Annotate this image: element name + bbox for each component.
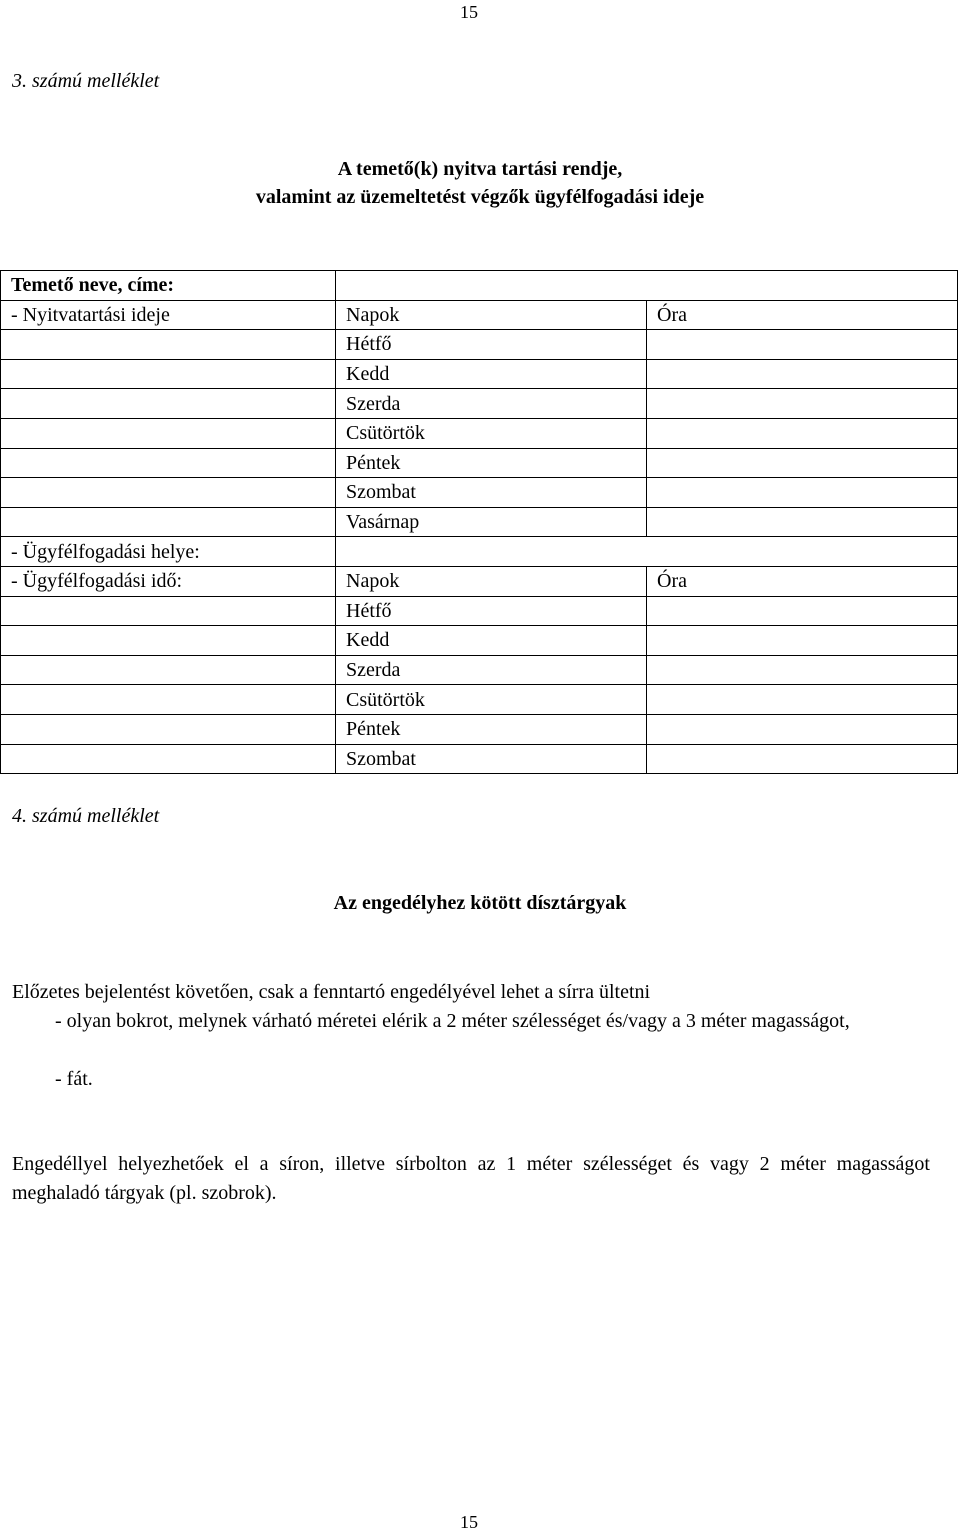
table-cell-label: - Nyitvatartási ideje: [1, 300, 336, 330]
table-cell-label: [1, 418, 336, 448]
table-cell-day: Péntek: [336, 448, 647, 478]
table-cell-label: [1, 744, 336, 774]
table-row: [1, 389, 958, 419]
table-cell-hour: [647, 359, 958, 389]
table-cell-day: Vasárnap: [336, 507, 647, 537]
table-cell-day: Szerda: [336, 655, 647, 685]
table-cell-hour: [647, 448, 958, 478]
table-cell-day: Kedd: [336, 359, 647, 389]
table-cell-hour: [647, 626, 958, 656]
table-cell-day: Napok: [336, 566, 647, 596]
table-cell-label: [1, 330, 336, 360]
objects-paragraph: Engedéllyel helyezhetőek el a síron, illetve sírbolton az 1 méter szélességet és vagy 2 méter magasságot meghaladó tárgyak (pl. szobrok).: [12, 1153, 930, 1204]
table-row: [1, 330, 958, 360]
annex-3-title-line1: A temető(k) nyitva tartási rendje,: [337, 158, 623, 180]
page-number-top: 15: [460, 2, 478, 22]
table-row: [1, 655, 958, 685]
table-cell-label: [1, 359, 336, 389]
annex-4-label: 4. számú melléklet: [12, 805, 160, 827]
table-cell-label: [1, 478, 336, 508]
table-cell-day: Csütörtök: [336, 418, 647, 448]
table-cell-day: Kedd: [336, 626, 647, 656]
table-cell-day: Csütörtök: [336, 685, 647, 715]
table-row: [1, 448, 958, 478]
table-cell-hour: [647, 685, 958, 715]
table-cell-hour: [647, 389, 958, 419]
table-cell-hour: [647, 330, 958, 360]
table-cell-value: [336, 537, 958, 567]
table-cell-label: [1, 507, 336, 537]
table-cell-label: [1, 448, 336, 478]
table-row: [1, 507, 958, 537]
table-cell-label: Temető neve, címe:: [1, 271, 336, 301]
table-row: [1, 478, 958, 508]
table-cell-hour: [647, 507, 958, 537]
table-cell-day: Hétfő: [336, 596, 647, 626]
table-row: [1, 596, 958, 626]
table-row: [1, 685, 958, 715]
table-row: [1, 626, 958, 656]
table-cell-hour: [647, 714, 958, 744]
table-row: [1, 714, 958, 744]
table-cell-hour: [647, 478, 958, 508]
table-cell-hour: Óra: [647, 300, 958, 330]
annex-3-title-line2: valamint az üzemeltetést végzők ügyfélfogadási ideje: [255, 186, 705, 208]
table-row: [1, 537, 958, 567]
page-number-bottom: 15: [460, 1512, 478, 1532]
table-cell-day: Hétfő: [336, 330, 647, 360]
table-cell-label: [1, 389, 336, 419]
table-cell-day: Péntek: [336, 714, 647, 744]
table-cell-value: [336, 271, 958, 301]
table-cell-label: [1, 655, 336, 685]
table-row: [1, 744, 958, 774]
annex-4-title: Az engedélyhez kötött dísztárgyak: [333, 892, 627, 914]
table-cell-hour: Óra: [647, 566, 958, 596]
table-cell-hour: [647, 655, 958, 685]
tree-item: - fát.: [55, 1068, 93, 1090]
table-cell-day: Napok: [336, 300, 647, 330]
table-cell-hour: [647, 596, 958, 626]
table-cell-label: [1, 714, 336, 744]
permit-intro-paragraph: Előzetes bejelentést követően, csak a fenntartó engedélyével lehet a sírra ültetni: [12, 981, 651, 1003]
table-cell-label: - Ügyfélfogadási helye:: [1, 537, 336, 567]
opening-hours-table: [0, 270, 958, 774]
table-cell-label: [1, 596, 336, 626]
bush-item: - olyan bokrot, melynek várható méretei elérik a 2 méter szélességet és/vagy a 3 méter magasságot,: [55, 1010, 850, 1032]
annex-3-label: 3. számú melléklet: [12, 70, 160, 92]
table-cell-hour: [647, 744, 958, 774]
table-row: [1, 566, 958, 596]
table-cell-day: Szombat: [336, 744, 647, 774]
table-cell-day: Szerda: [336, 389, 647, 419]
table-row: [1, 300, 958, 330]
table-cell-label: [1, 626, 336, 656]
table-cell-label: - Ügyfélfogadási idő:: [1, 566, 336, 596]
table-cell-label: [1, 685, 336, 715]
table-row: [1, 418, 958, 448]
table-cell-day: Szombat: [336, 478, 647, 508]
table-cell-hour: [647, 418, 958, 448]
table-row: [1, 359, 958, 389]
table-row: [1, 271, 958, 301]
